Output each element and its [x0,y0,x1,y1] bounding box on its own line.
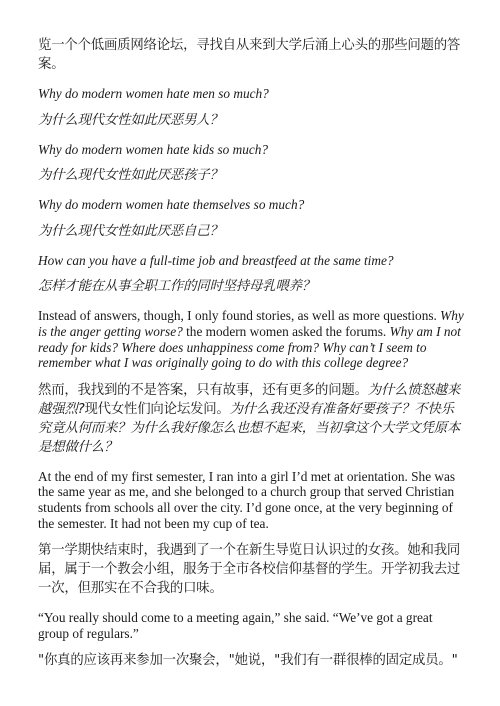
paragraph-1-zh-part-a: 然而，我找到的不是答案，只有故事，还有更多的问题。 [38,382,368,398]
question-4-zh: 怎样才能在从事全职工作的同时坚持母乳喂养？ [38,279,316,295]
paragraph-3-en: “You really should come to a meeting again,” she said. “We’ve got a great group of regulars.” [38,610,433,641]
paragraph-1-en-part-a: Instead of answers, though, I only found stories, as well as more questions. [38,308,441,324]
paragraph-2-zh: 第一学期快结束时，我遇到了一个在新生导览日认识过的女孩。她和我同届，属于一个教会小组，服务于全市各校信仰基督的学生。开学初我去过一次，但那实在不合我的口味。 [38,543,461,597]
question-1-en: Why do modern women hate men so much? [38,86,269,101]
question-3-en: Why do modern women hate themselves so much? [38,197,305,213]
paragraph-2-en: At the end of my first semester, I ran into a girl I’d met at orientation. She was the same year as me, and she belonged to a church group that served Christian students from schools all over the city. I’d gone once, at the very beginning of the semester. It had not been my cup of tea. [38,468,456,531]
question-1-zh: 为什么现代女性如此厌恶男人？ [38,112,223,128]
paragraph-1-zh-part-b: 为什么愤怒越来越强烈? [38,382,461,417]
question-2-zh: 为什么现代女性如此厌恶孩子？ [38,168,223,184]
paragraph-1-en [38,308,466,370]
question-3-zh: 为什么现代女性如此厌恶自己？ [38,223,223,239]
paragraph-1-zh-part-c: 现代女性们向论坛发问。 [84,401,230,417]
paragraph-1-en-part-c: the modern women asked the forums. [182,323,390,339]
paragraph-3-zh: "你真的应该再来参加一次聚会，"她说，"我们有一群很棒的固定成员。" [38,653,458,669]
paragraph-1-zh-part-d: 为什么我还没有准备好要孩子？不快乐究竟从何而来？为什么我好像怎么也想不起来，当初拿这个大学文凭原本是想做什么？ [38,401,461,455]
paragraph-1-zh [38,381,466,457]
question-4-en: How can you have a full-time job and breastfeed at the same time? [38,252,394,268]
question-2-en: Why do modern women hate kids so much? [38,141,269,157]
paragraph-1-en-part-b: Why is the anger getting worse? [38,308,464,339]
intro-paragraph-zh: 览一个个低画质网络论坛，寻找自从来到大学后涌上心头的那些问题的答案。 [38,38,461,72]
document-page [38,36,466,670]
paragraph-1-en-part-d: Why am I not ready for kids? Where does unhappiness come from? Why can’t I seem to remember what I was originally going to do with this college degree? [38,323,461,371]
